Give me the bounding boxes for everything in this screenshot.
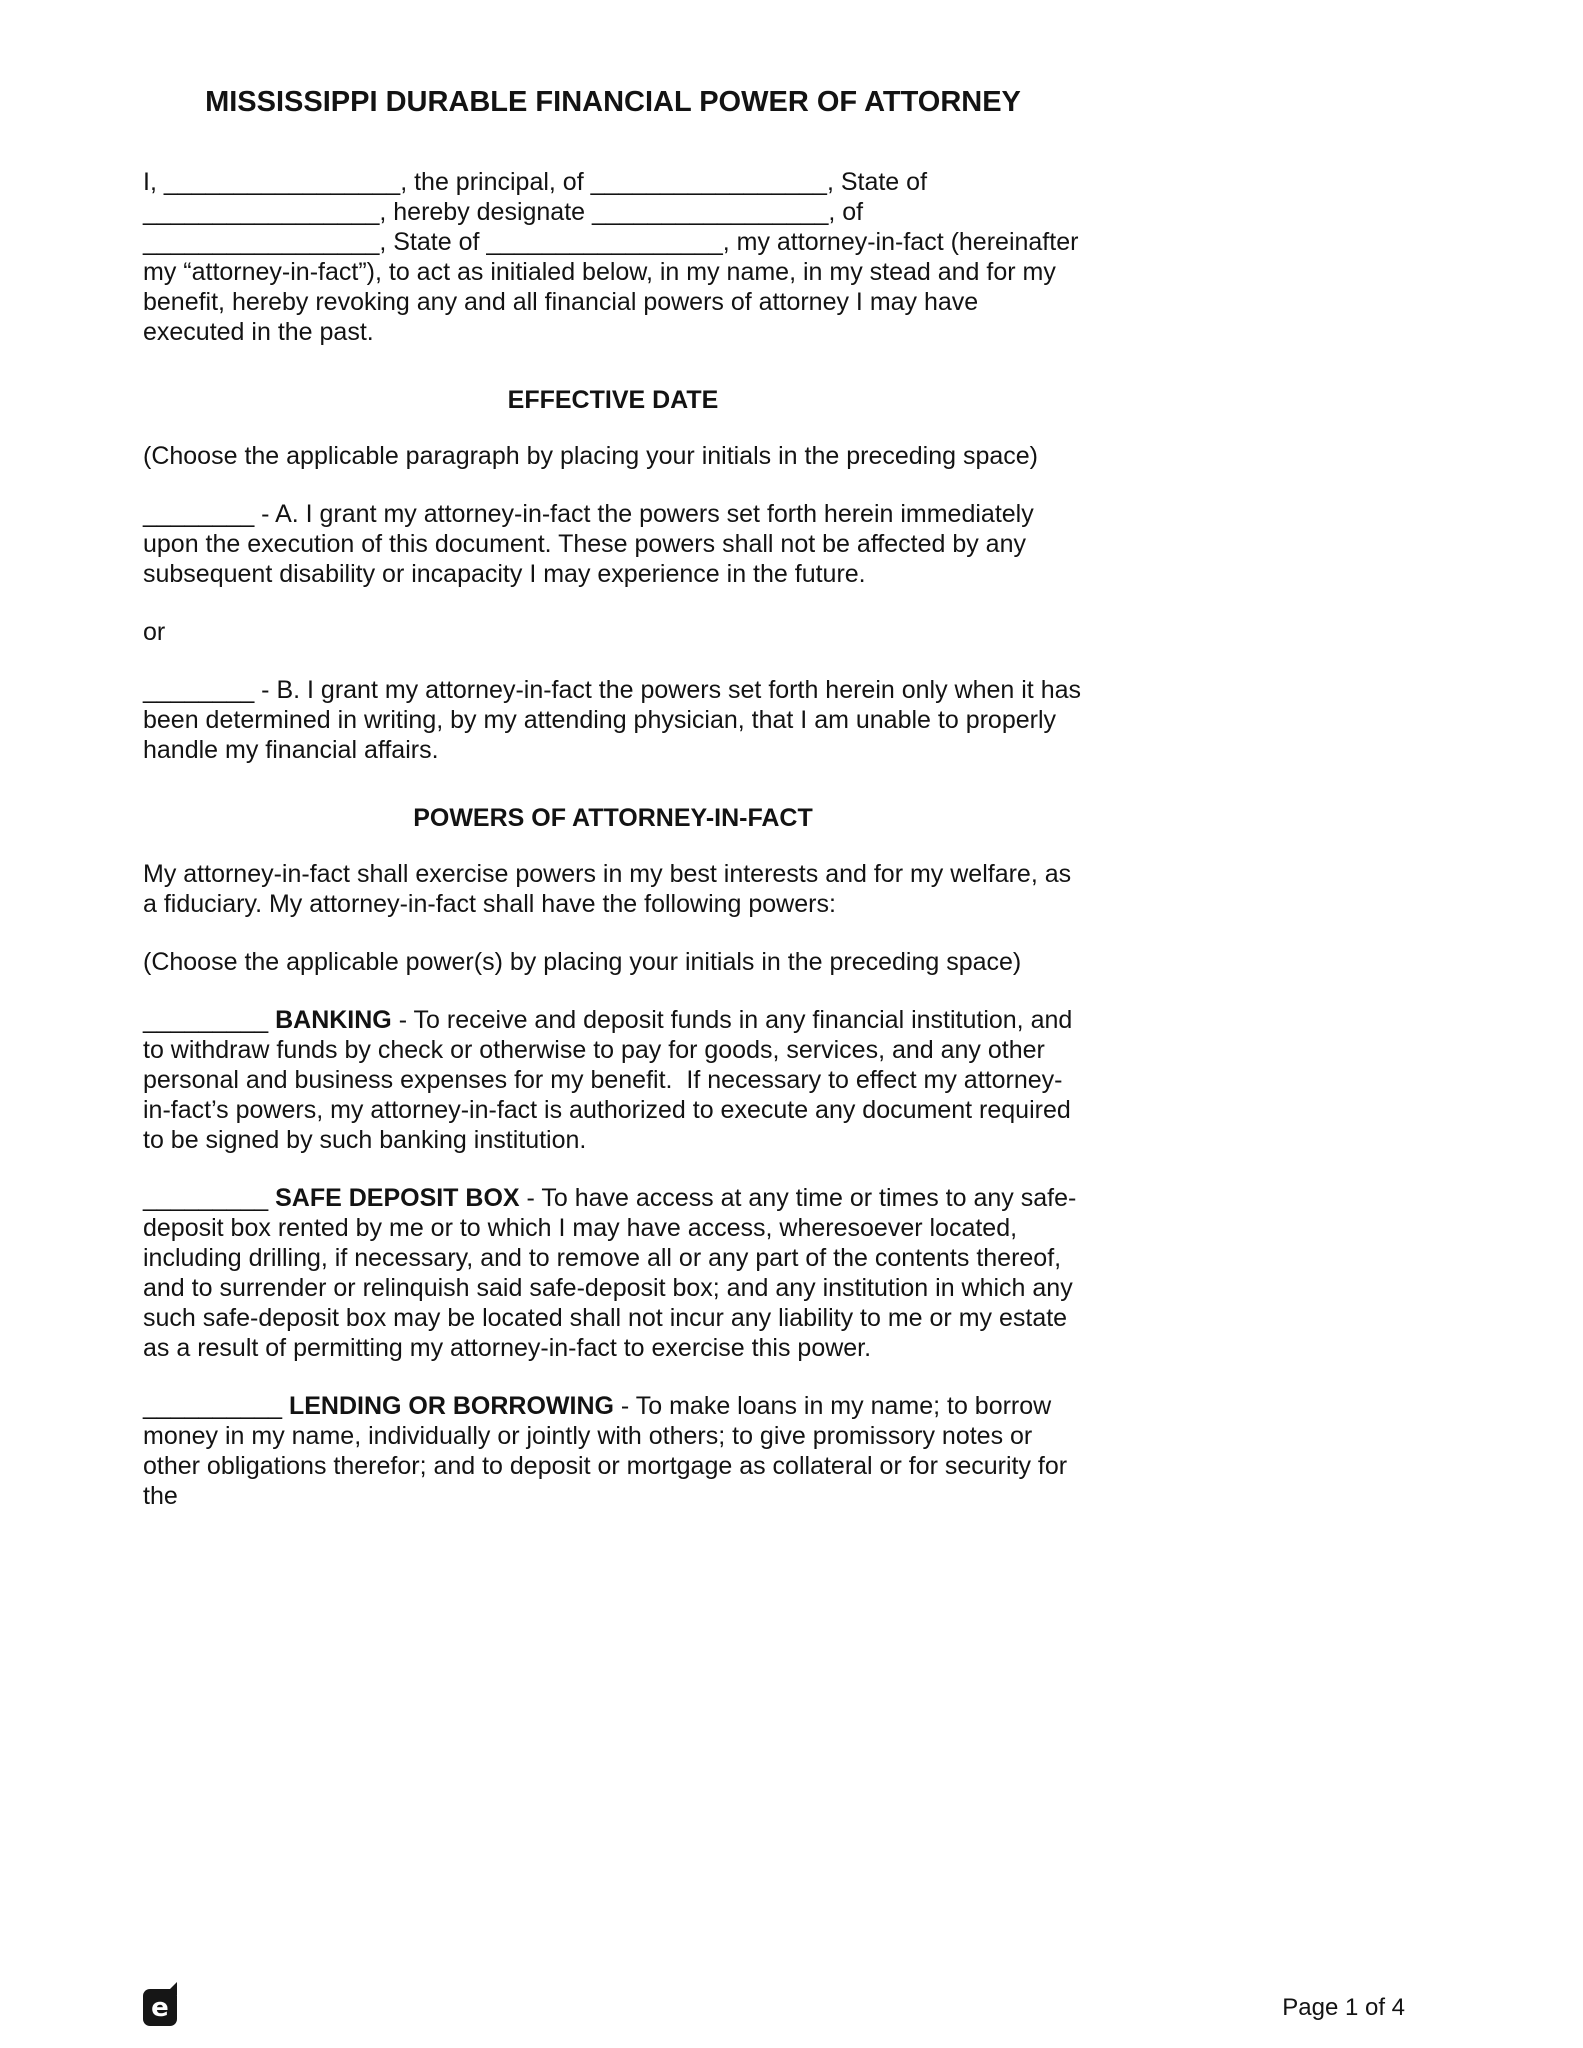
option-b-paragraph: [143, 675, 1088, 765]
power-safe-deposit-box-paragraph: [143, 1183, 1083, 1363]
page-footer: [143, 1989, 1405, 2026]
powers-intro-paragraph: My attorney-in-fact shall exercise powers in my best interests and for my welfare, as a fiduciary. My attorney-in-fact shall have the following powers:: [143, 860, 1079, 918]
lending-or-borrowing-initials-blank[interactable]: __________: [143, 1392, 289, 1420]
intro-paragraph: I, _________________, the principal, of _________________, State of _________________, hereby designate _________________, of _________________, State of _________________, my attorney-in-fact (hereinafter my “attorney-in-fact”), to act as initialed below, in my name, in my stead and for my benefit, hereby revoking any and all financial powers of attorney I may have executed in the past.: [143, 168, 1086, 346]
banking-label: BANKING: [275, 1006, 392, 1034]
option-b-text: - B. I grant my attorney-in-fact the powers set forth herein only when it has been determined in writing, by my attending physician, that I am unable to properly handle my financial affairs.: [143, 676, 1088, 764]
document-title: MISSISSIPPI DURABLE FINANCIAL POWER OF ATTORNEY: [205, 86, 1021, 118]
eforms-logo-icon: [143, 1989, 177, 2026]
eforms-logo-letter: e: [151, 1992, 169, 2023]
option-a-paragraph: [143, 499, 1083, 589]
safe-deposit-box-text: - To have access at any time or times to any safe-deposit box rented by me or to which I may have access, wheresoever located, including drilling, if necessary, and to remove all or any part of the contents thereof, and to surrender or relinquish said safe-deposit box; and any institution in which any such safe-deposit box may be located shall not incur any liability to me or my estate as a result of permitting my attorney-in-fact to exercise this power.: [143, 1184, 1080, 1362]
safe-deposit-box-initials-blank[interactable]: _________: [143, 1184, 276, 1212]
document-content: [143, 85, 1088, 1539]
lending-or-borrowing-label: LENDING OR BORROWING: [288, 1392, 614, 1420]
or-separator: or: [143, 618, 166, 646]
banking-initials-blank[interactable]: _________: [143, 1006, 276, 1034]
powers-heading: POWERS OF ATTORNEY-IN-FACT: [413, 804, 813, 832]
powers-instruction: (Choose the applicable power(s) by placing your initials in the preceding space): [143, 948, 1022, 976]
safe-deposit-box-label: SAFE DEPOSIT BOX: [275, 1184, 520, 1212]
power-banking-paragraph: [143, 1005, 1083, 1155]
page-number: Page 1 of 4: [1282, 1993, 1405, 2021]
option-a-text: - A. I grant my attorney-in-fact the powers set forth herein immediately upon the execution of this document. These powers shall not be affected by any subsequent disability or incapacity I may experience in the future.: [143, 500, 1041, 588]
option-a-initials-blank[interactable]: ________: [143, 500, 255, 528]
lending-or-borrowing-text: - To make loans in my name; to borrow money in my name, individually or jointly with others; to give promissory notes or other obligations therefor; and to deposit or mortgage as collateral or for security for the: [143, 1392, 1075, 1510]
effective-date-instruction: (Choose the applicable paragraph by placing your initials in the preceding space): [143, 442, 1038, 470]
effective-date-heading: EFFECTIVE DATE: [507, 386, 719, 414]
banking-text: - To receive and deposit funds in any financial institution, and to withdraw funds by check or otherwise to pay for goods, services, and any other personal and business expenses for my benefit. If necessary to effect my attorney-in-fact’s powers, my attorney-in-fact is authorized to execute any document required to be signed by such banking institution.: [143, 1006, 1080, 1154]
option-b-initials-blank[interactable]: ________: [143, 676, 255, 704]
power-lending-or-borrowing-paragraph: [143, 1391, 1083, 1511]
